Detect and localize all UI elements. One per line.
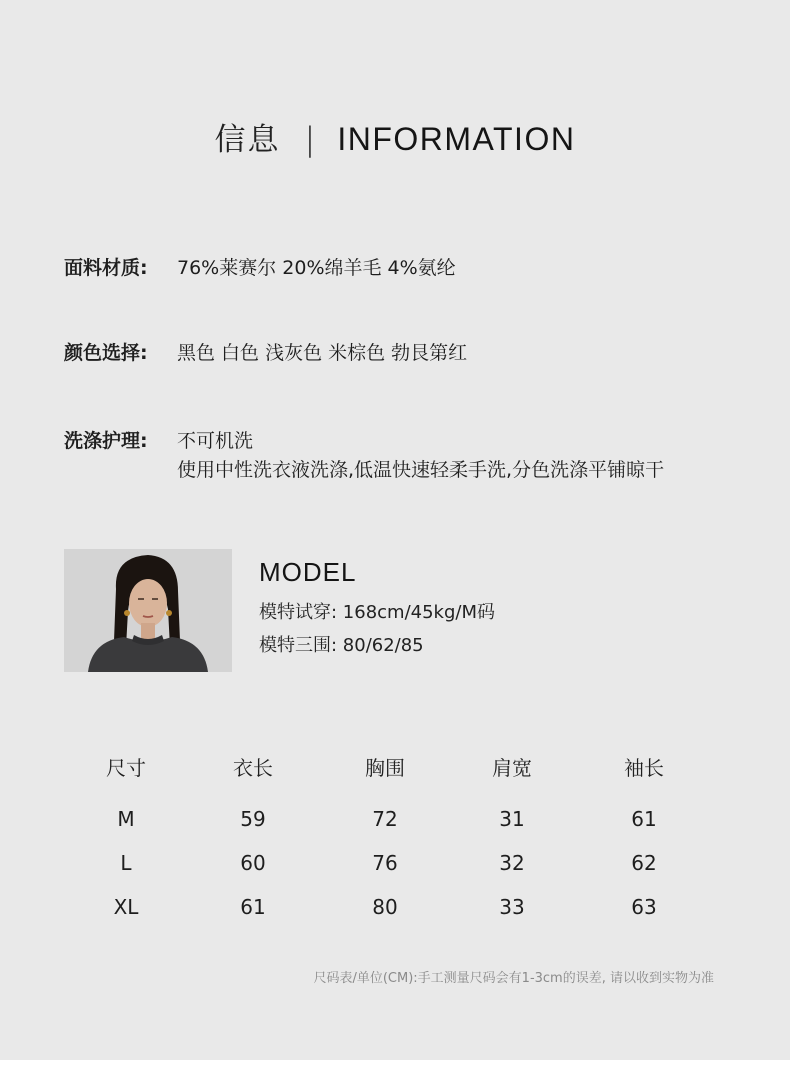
care-label: 洗涤护理: bbox=[64, 430, 148, 452]
header-cell: 尺寸 bbox=[106, 756, 146, 780]
header-cell: 衣长 bbox=[233, 756, 273, 780]
header-title-zh: 信息 bbox=[214, 122, 281, 158]
header-cell: 袖长 bbox=[624, 756, 664, 780]
header-cell: 胸围 bbox=[365, 756, 405, 780]
table-row bbox=[0, 851, 790, 881]
colors-value: 黑色 白色 浅灰色 米棕色 勃艮第红 bbox=[177, 342, 468, 364]
table-cell: 59 bbox=[240, 807, 266, 831]
model-measurements: 模特三围: 80/62/85 bbox=[259, 635, 424, 656]
fabric-label: 面料材质: bbox=[64, 257, 148, 279]
table-cell: 33 bbox=[499, 895, 525, 919]
table-cell: 31 bbox=[499, 807, 525, 831]
table-row bbox=[0, 895, 790, 925]
model-photo bbox=[64, 549, 232, 672]
model-illustration bbox=[64, 549, 232, 672]
table-cell: 60 bbox=[240, 851, 266, 875]
fabric-value: 76%莱赛尔 20%绵羊毛 4%氨纶 bbox=[177, 257, 456, 279]
table-cell: M bbox=[117, 807, 135, 831]
header-separator: | bbox=[304, 120, 316, 158]
table-cell: 76 bbox=[372, 851, 398, 875]
table-cell: 62 bbox=[631, 851, 657, 875]
colors-label: 颜色选择: bbox=[64, 342, 148, 364]
table-cell: 32 bbox=[499, 851, 525, 875]
table-cell: L bbox=[120, 851, 132, 875]
table-cell: XL bbox=[113, 895, 139, 919]
header-title-en: INFORMATION bbox=[337, 121, 576, 157]
care-value-line1: 不可机洗 bbox=[177, 430, 254, 452]
table-cell: 80 bbox=[372, 895, 398, 919]
care-value-line2: 使用中性洗衣液洗涤,低温快速轻柔手洗,分色洗涤平铺晾干 bbox=[177, 459, 665, 481]
size-note: 尺码表/单位(CM):手工测量尺码会有1-3cm的误差, 请以收到实物为准 bbox=[313, 971, 714, 986]
section-header bbox=[0, 117, 790, 161]
header-cell: 肩宽 bbox=[492, 756, 532, 780]
table-cell: 61 bbox=[631, 807, 657, 831]
table-cell: 61 bbox=[240, 895, 266, 919]
table-row bbox=[0, 807, 790, 837]
size-table-header bbox=[0, 752, 790, 782]
model-fit: 模特试穿: 168cm/45kg/M码 bbox=[259, 602, 495, 623]
table-cell: 63 bbox=[631, 895, 657, 919]
table-cell: 72 bbox=[372, 807, 398, 831]
model-title: MODEL bbox=[259, 557, 357, 587]
